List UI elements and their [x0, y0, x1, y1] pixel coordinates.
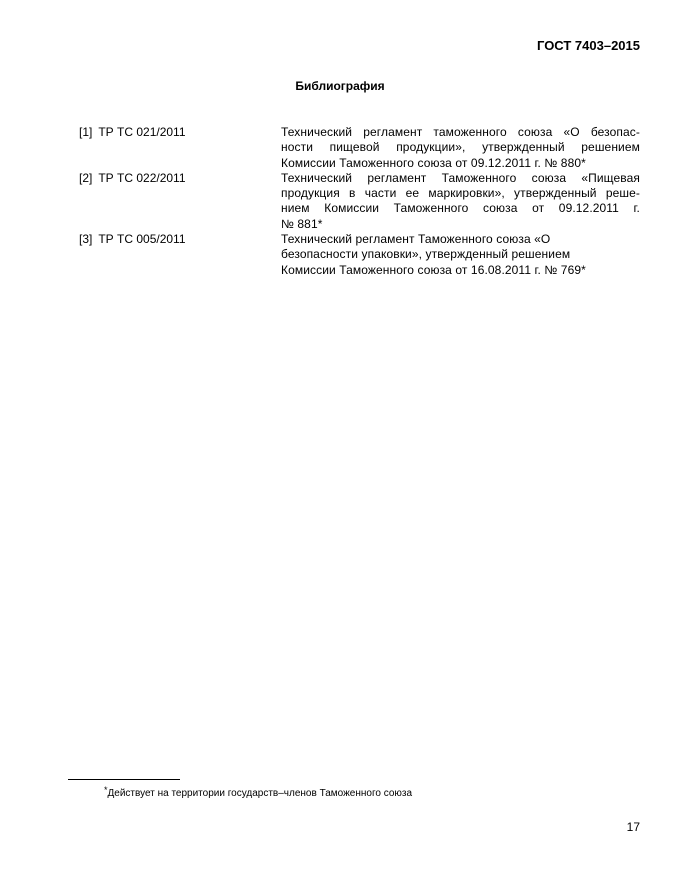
page-title: Библиография	[295, 79, 385, 93]
footnote	[104, 785, 412, 799]
description-line: нием Комиссии Таможенного союза от 09.12.2011 г.	[281, 201, 640, 216]
page-header-standard-code: ГОСТ 7403–2015	[537, 38, 640, 53]
description-line: продукция в части ее маркировки», утвержденный реше-	[281, 186, 640, 201]
page-number: 17	[626, 820, 640, 834]
description-line: Технический регламент Таможенного союза «Пищевая	[281, 170, 640, 185]
description-line: ности пищевой продукции», утвержденный решением	[281, 140, 640, 155]
entry-number: [1]	[79, 125, 93, 139]
document-code: ТР ТС 021/2011	[98, 125, 186, 139]
description-line: Комиссии Таможенного союза от 16.08.2011 г. № 769*	[281, 262, 586, 277]
description-line: № 881*	[281, 216, 323, 231]
bibliography-reference	[79, 125, 281, 171]
bibliography-reference	[79, 232, 281, 278]
document-code: ТР ТС 022/2011	[98, 170, 186, 185]
bibliography-description	[281, 232, 640, 278]
bibliography-description	[281, 171, 640, 232]
entry-number: [2]	[79, 170, 93, 185]
bibliography-description	[281, 125, 640, 171]
bibliography-reference	[79, 171, 281, 232]
bibliography-list	[79, 125, 640, 278]
document-code: ТР ТС 005/2011	[98, 232, 186, 247]
description-line: безопасности упаковки», утвержденный решением	[281, 247, 571, 262]
bibliography-entry	[79, 171, 640, 232]
footnote-marker: *	[104, 785, 108, 795]
bibliography-entry	[79, 232, 640, 278]
footnote-text: Действует на территории государств–членов Таможенного союза	[107, 788, 413, 799]
description-line: Технический регламент таможенного союза «О безопас-	[281, 125, 640, 139]
description-line: Комиссии Таможенного союза от 09.12.2011 г. № 880*	[281, 155, 586, 170]
entry-number: [3]	[79, 232, 93, 247]
footnote-separator	[68, 779, 180, 780]
bibliography-entry	[79, 125, 640, 171]
description-line: Технический регламент Таможенного союза «О	[281, 232, 551, 247]
